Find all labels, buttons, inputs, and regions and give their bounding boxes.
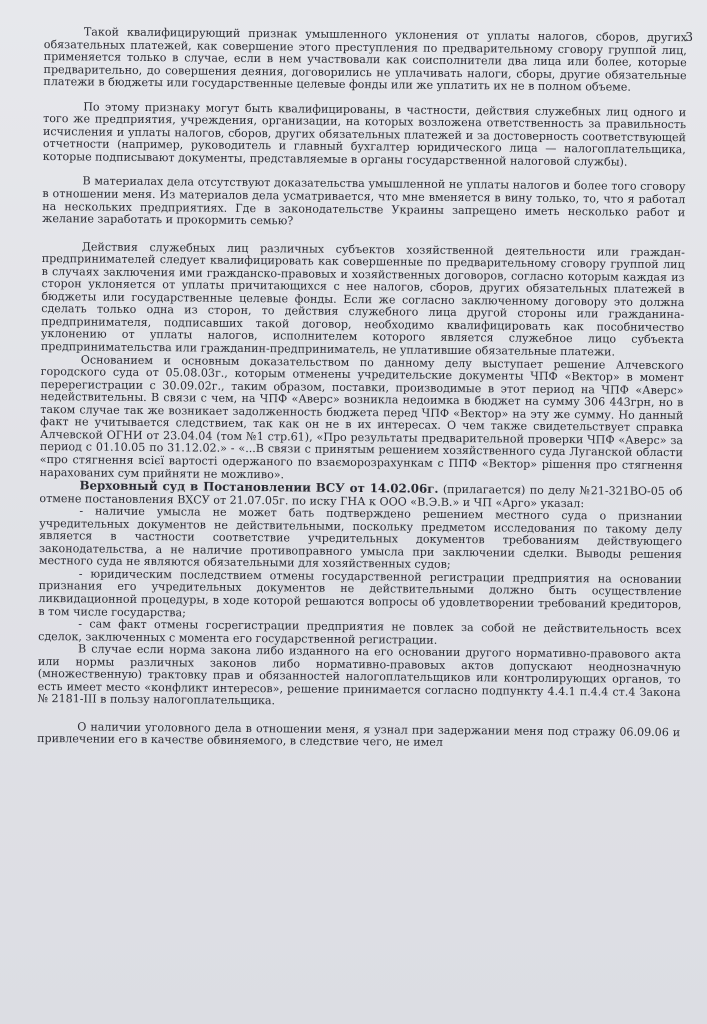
court-item-registration: - сам факт отмены госрегистрации предприятия не повлек за собой не действительность всех сделок, заключенных с момента его государственной регистрации. [38,617,682,647]
paragraph-business-entities: Действия служебных лиц различных субъектов хозяйственной деятельности или граждан-предпринимателей следует квалифицировать как совершенные по предварительному сговору группой лиц в случаях заключения ими гражданско-правовых и хозяйственных договоров, согласно которым каждая из сторон уклоняется от уплаты причитающихся с нее налогов, сборов, других обязательных платежей в бюджеты или государственные целевые фонды. Если же согласно заключенному договору это должна сделать только одна из сторон, то действия служебного лица другой стороны или гражданина-предпринимателя, подписавших такой договор, необходимо квалифицировать как пособничество уклонению от уплаты налогов, исполнителем которого является служебное лицо субъекта предпринимательства или гражданин-предприниматель, не уплатившие обязательные платежи. [40,240,685,359]
supreme-court-text: (прилагается) по делу №21-321ВО-05 об отмене постановления ВХСУ от 21.07.05г. по иску ГНА к ООО «В.Э.В.» и ЧП «Арго» указал: [39,482,683,510]
document-body [37,26,687,752]
paragraph-official-actions: По этому признаку могут быть квалифицированы, в частности, действия служебных лиц одного и того же предприятия, учреждения, организации, на которых возложена ответственность за правильность исчисления и уплаты налогов, сборов, других обязательных платежей и за достоверность соответствующей отчетности (например, руководитель и главный бухгалтер юридического лица — налогоплательщика, которые подписывают документы, представляемые в органы государственной налоговой службы). [42,100,687,169]
paragraph-case-materials: В материалах дела отсутствуют доказательства умышленной не уплаты налогов и более того сговору в отношении меня. Из материалов дела усматривается, что мне вменяется в вину только, то, что я работал на нескольких предприятиях. Где в законодательстве Украины запрещено иметь несколько работ и желание заработать и прокормить семью? [42,174,686,228]
court-item-intent: - наличие умысла не может бать подтверждено решением местного суда о признании учредительных документов не действительными, поскольку предметом исследования по такому делу является в частности соответствие учредительных документов требованиям действующего законодательства, а не наличие противоправного умысла при заключении сделки. Выводы решения местного суда не являются обязательными для хозяйственных судов; [38,504,683,572]
paragraph-evidence-basis: Основанием и основным доказательством по данному делу выступает решение Алчевского городского суда от 05.08.03г., которым отменены учредительские документы ЧПФ «Вектор» в момент перерегистрации с 30.09.02г., таким образом, поставки, производимые в этот период на ЧПФ «Аверс» недействительны. В связи с чем, на ЧПФ «Аверс» возникла недоимка в бюджет на сумму 306 443грн, но в таком случае так же возникает задолженность бюджета перед ЧПФ «Вектор» на эту же сумму. Но данный факт не учитывается следствием, так как он не в их интересах. О чем также свидетельствует справка Алчевской ОГНИ от 23.04.04 (том №1 стр.61), «Про результаты предварительной проверки ЧПФ «Аверс» за период с 01.10.05 по 31.12.02.» - «...В связи с принятым решением хозяйственного суда Луганской области «про стягнення всієї вартості одержаного по взаєморозрахункам с ППФ «Вектор» рішення про стягнення нарахованих сум прийняти не можливо». [39,352,684,481]
court-item-conflict-of-interest: В случае если норма закона либо изданного на его основании другого нормативно-правового акта или нормы различных законов либо нормативно-правовых актов допускают неоднозначную (множественную) трактовку прав и обязанностей налогоплательщиков или контролирующих органов, то есть имеет место «конфликт интересов», решение принимается согласно подпункту 4.4.1 п.4.4 ст.4 Закона № 2181-III в пользу налогоплательщика. [37,642,682,708]
supreme-court-heading: Верховный суд в Постановлении ВСУ от 14.02.06г. [79,478,439,496]
court-item-liquidation: - юридическим последствием отмены государственной регистрации предприятия на основании признания его учредительных документов не действительными должно быть осуществление ликвидационной процедуры, в ходе которой решаются вопросы об удовлетворении требований кредиторов, в том числе государства; [38,567,682,619]
page-number: 3 [685,30,693,44]
paragraph-tax-evasion-qualifier: Такой квалифицирующий признак умышленного уклонения от уплаты налогов, сборов, других обязательных платежей, как совершение этого преступления по предварительному сговору группой лиц, применяется только в случае, если в нем участвовали как соисполнители два лица или более, которые предварительно, до совершения деяния, договорились не уплачивать налоги, сборы, другие обязательные платежи в бюджеты или государственные целевые фонды или же уплатить их не в полном объеме. [43,25,687,94]
paragraph-criminal-case: О наличии уголовного дела в отношении меня, я узнал при задержании меня под стражу 06.09.06 и привлечении его в качестве обвиняемого, в следствие чего, не имел [37,720,681,750]
